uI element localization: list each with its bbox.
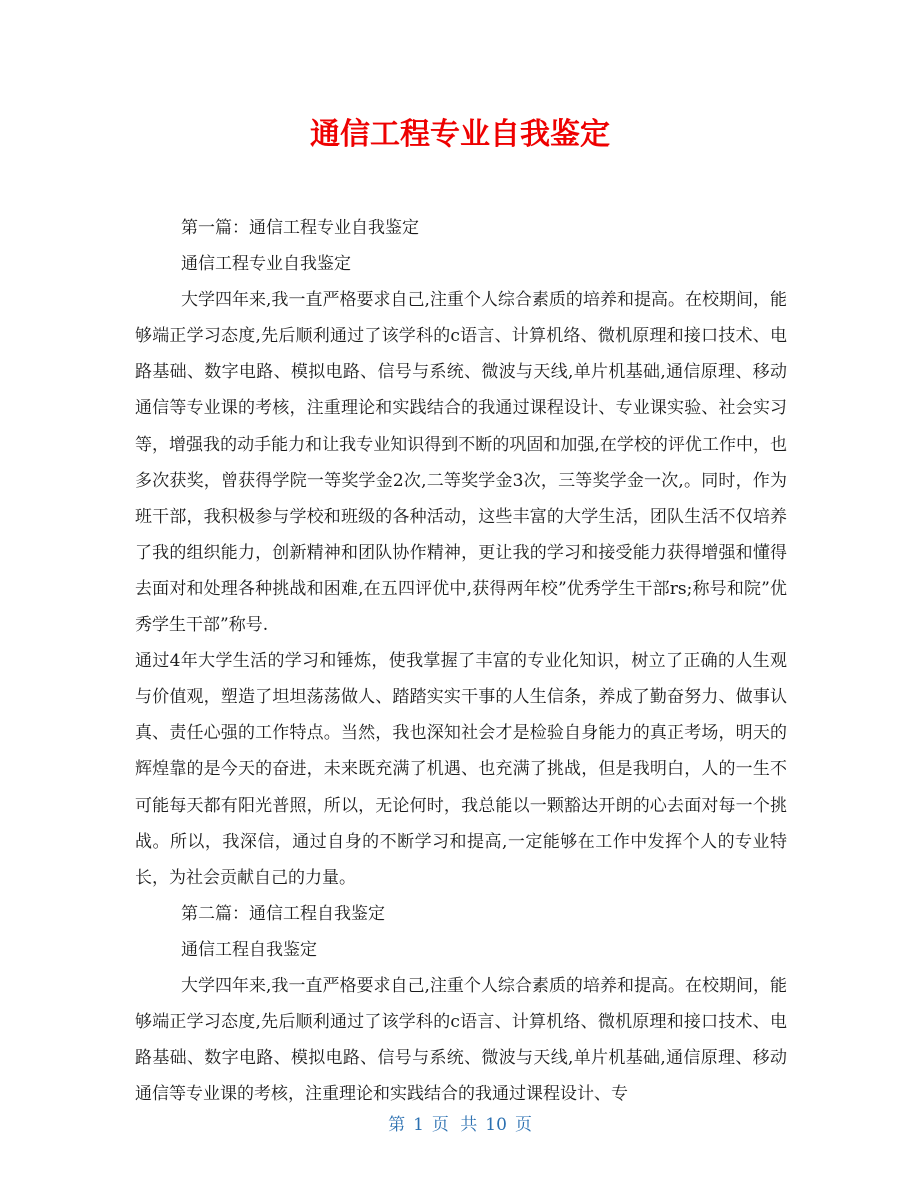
document-title: 通信工程专业自我鉴定 (310, 117, 610, 152)
paragraph-2: 通过4年大学生活的学习和锤炼，使我掌握了丰富的专业化知识，树立了正确的人生观与价值观，塑造了坦坦荡荡做人、踏踏实实干事的人生信条，养成了勤奋努力、做事认真、责任心强的工作特点。当然，我也深知社会才是检验自身能力的真正考场，明天的辉煌靠的是今天的奋进，未来既充满了机遇、也充满了挑战，但是我明白，人的一生不可能每天都有阳光普照，所以，无论何时，我总能以一颗豁达开朗的心去面对每一个挑战。所以，我深信，通过自身的不断学习和提高,一定能够在工作中发挥个人的专业特长，为社会贡献自己的力量。 (135, 651, 787, 888)
footer-prefix: 第 (388, 1115, 406, 1135)
footer-current-page: 1 (413, 1115, 424, 1135)
page-number-footer (0, 1113, 920, 1137)
section-subtitle-1: 通信工程专业自我鉴定 (181, 254, 351, 275)
footer-suffix: 页 (514, 1115, 532, 1135)
section-heading-1: 第一篇：通信工程专业自我鉴定 (181, 218, 419, 238)
footer-total-pages: 10 (485, 1115, 507, 1135)
section-subtitle-2: 通信工程自我鉴定 (181, 939, 317, 960)
paragraph-3: 大学四年来,我一直严格要求自己,注重个人综合素质的培养和提高。在校期间，能够端正学习态度,先后顺利通过了该学科的c语言、计算机络、微机原理和接口技术、电路基础、数字电路、模拟电路、信号与系统、微波与天线,单片机基础,通信原理、移动通信等专业课的考核，注重理论和实践结合的我通过课程设计、专 (135, 975, 787, 1105)
paragraph-1: 大学四年来,我一直严格要求自己,注重个人综合素质的培养和提高。在校期间，能够端正学习态度,先后顺利通过了该学科的c语言、计算机络、微机原理和接口技术、电路基础、数字电路、模拟电路、信号与系统、微波与天线,单片机基础,通信原理、移动通信等专业课的考核，注重理论和实践结合的我通过课程设计、专业课实验、社会实习等，增强我的动手能力和让我专业知识得到不断的巩固和加强,在学校的评优工作中，也多次获奖，曾获得学院一等奖学金2次,二等奖学金3次，三等奖学金一次,。同时，作为班干部，我积极参与学校和班级的各种活动，这些丰富的大学生活，团队生活不仅培养了我的组织能力，创新精神和团队协作精神，更让我的学习和接受能力获得增强和懂得去面对和处理各种挑战和困难,在五四评优中,获得两年校”优秀学生干部rs;称号和院”优秀学生干部”称号. (135, 290, 787, 636)
footer-middle: 页 共 (431, 1115, 478, 1135)
section-heading-2: 第二篇：通信工程自我鉴定 (181, 903, 385, 924)
document-body (135, 210, 787, 1112)
